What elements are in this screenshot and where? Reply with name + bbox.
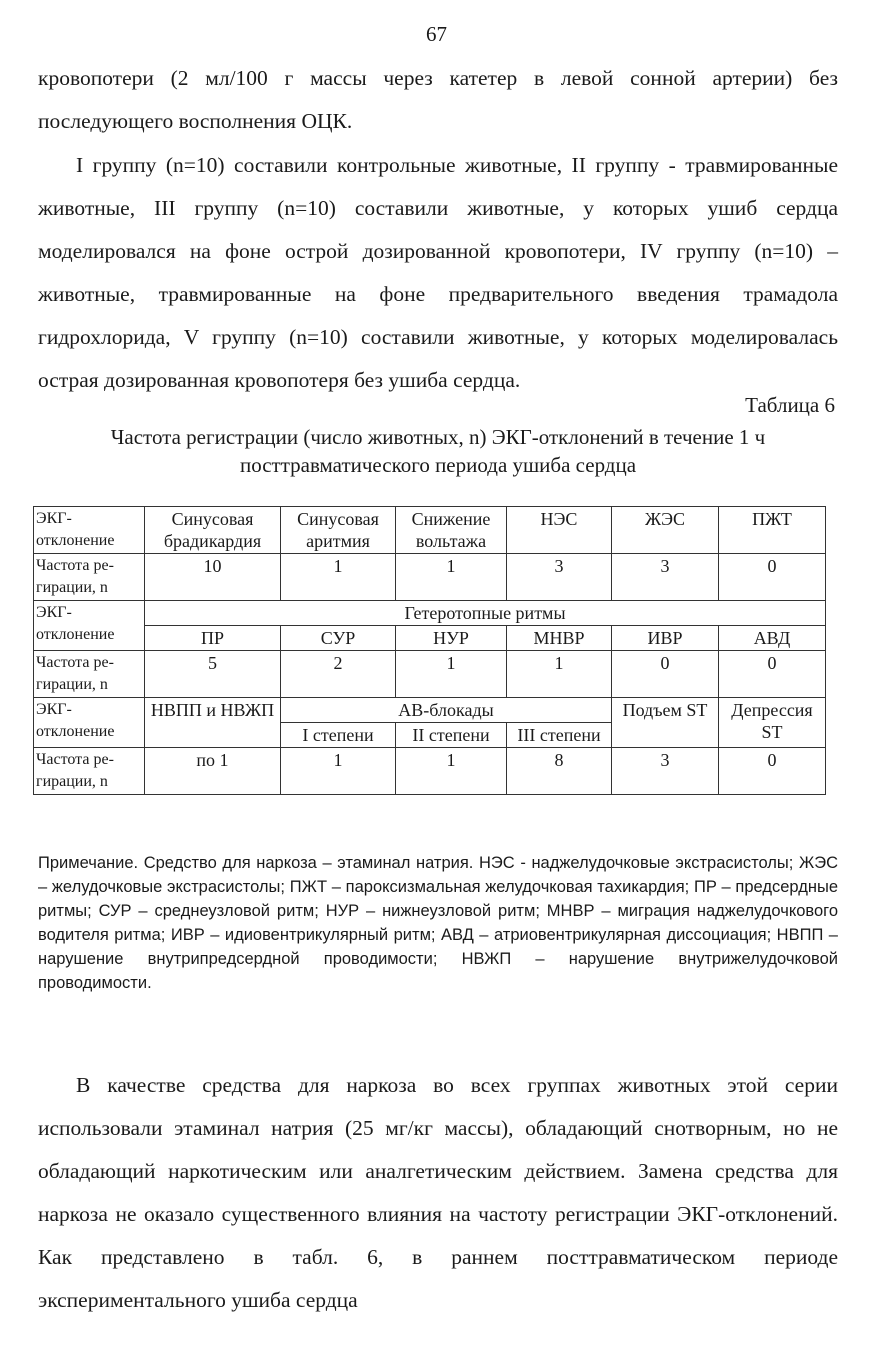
value-cell: 2 xyxy=(281,651,396,698)
value-cell: 0 xyxy=(719,554,826,601)
header-cell-nvpp: НВПП и НВЖП xyxy=(145,698,281,748)
header-cell: ЖЭС xyxy=(612,507,719,554)
row-head-deviation: ЭКГ-отклонение xyxy=(34,601,145,651)
table-row xyxy=(34,698,826,723)
table-row xyxy=(34,507,826,554)
header-cell: II степени xyxy=(396,723,507,748)
table-row xyxy=(34,601,826,626)
header-cell: Снижение вольтажа xyxy=(396,507,507,554)
table-row xyxy=(34,554,826,601)
table-row xyxy=(34,748,826,795)
value-cell: 0 xyxy=(719,651,826,698)
header-cell-st-down: Депрессия ST xyxy=(719,698,826,748)
value-cell: 1 xyxy=(396,554,507,601)
header-cell-st-up: Подъем ST xyxy=(612,698,719,748)
value-cell: 3 xyxy=(612,748,719,795)
value-cell: 3 xyxy=(612,554,719,601)
page-number: 67 xyxy=(426,22,447,46)
paragraph-2: I группу (n=10) составили контрольные животные, II группу - травмированные животные, III группу (n=10) составили животные, у которых ушиб сердца моделировался на фоне острой дозированной кровопотери, IV группу (n=10) – животные, травмированные на фоне предварительного введения трамадола гидрохлорида, V группу (n=10) составили животные, у которых моделировалась острая дозированная кровопотеря без ушиба сердца. xyxy=(38,153,838,392)
value-cell: 5 xyxy=(145,651,281,698)
header-cell: ИВР xyxy=(612,626,719,651)
header-cell: МНВР xyxy=(507,626,612,651)
value-cell: 10 xyxy=(145,554,281,601)
header-cell: АВД xyxy=(719,626,826,651)
header-cell: ПЖТ xyxy=(719,507,826,554)
header-cell: I степени xyxy=(281,723,396,748)
row-head-deviation: ЭКГ-отклонение xyxy=(34,698,145,748)
paragraph-1: кровопотери (2 мл/100 г массы через катетер в левой сонной артерии) без последующего восполнения ОЦК. xyxy=(38,66,838,133)
table-row xyxy=(34,626,826,651)
table-row xyxy=(34,651,826,698)
value-cell: 0 xyxy=(719,748,826,795)
row-head-frequency: Частота ре-гирации, n xyxy=(34,651,145,698)
header-cell: III степени xyxy=(507,723,612,748)
paragraph-3: В качестве средства для наркоза во всех группах животных этой серии использовали этаминал натрия (25 мг/кг массы), обладающий снотворным, но не обладающий наркотическим или аналгетическим действием. Замена средства для наркоза не оказало существенного влияния на частоту регистрации ЭКГ-отклонений. Как представлено в табл. 6, в раннем посттравматическом периоде экспериментального ушиба сердца xyxy=(38,1073,838,1312)
value-cell: 1 xyxy=(281,554,396,601)
group-header-av-block: АВ-блокады xyxy=(281,698,612,723)
row-head-frequency: Частота ре-гирации, n xyxy=(34,748,145,795)
ecg-table xyxy=(33,506,826,795)
row-head-deviation: ЭКГ-отклонение xyxy=(34,507,145,554)
row-head-frequency: Частота ре-гирации, n xyxy=(34,554,145,601)
header-cell: Синусовая аритмия xyxy=(281,507,396,554)
value-cell: 8 xyxy=(507,748,612,795)
value-cell: по 1 xyxy=(145,748,281,795)
value-cell: 1 xyxy=(507,651,612,698)
header-cell: НЭС xyxy=(507,507,612,554)
header-cell: СУР xyxy=(281,626,396,651)
table-caption: Частота регистрации (число животных, n) ЭКГ-отклонений в течение 1 ч посттравматического периода ушиба сердца xyxy=(110,425,766,477)
value-cell: 1 xyxy=(281,748,396,795)
value-cell: 0 xyxy=(612,651,719,698)
table-label: Таблица 6 xyxy=(745,393,835,417)
value-cell: 1 xyxy=(396,748,507,795)
value-cell: 1 xyxy=(396,651,507,698)
header-cell: ПР xyxy=(145,626,281,651)
group-header-heterotopic: Гетеротопные ритмы xyxy=(145,601,826,626)
table-note: Примечание. Средство для наркоза – этаминал натрия. НЭС - наджелудочковые экстрасистолы; ЖЭС – желудочковые экстрасистолы; ПЖТ – пароксизмальная желудочковая тахикардия; ПР – предсердные ритмы; СУР – среднеузловой ритм; НУР – нижнеузловой ритм; МНВР – миграция наджелудочкового водителя ритма; ИВР – идиовентрикулярный ритм; АВД – атриовентрикулярная диссоциация; НВПП – нарушение внутрипредсердной проводимости; НВЖП – нарушение внутрижелудочковой проводимости. xyxy=(38,854,838,992)
header-cell: Синусовая брадикардия xyxy=(145,507,281,554)
header-cell: НУР xyxy=(396,626,507,651)
value-cell: 3 xyxy=(507,554,612,601)
